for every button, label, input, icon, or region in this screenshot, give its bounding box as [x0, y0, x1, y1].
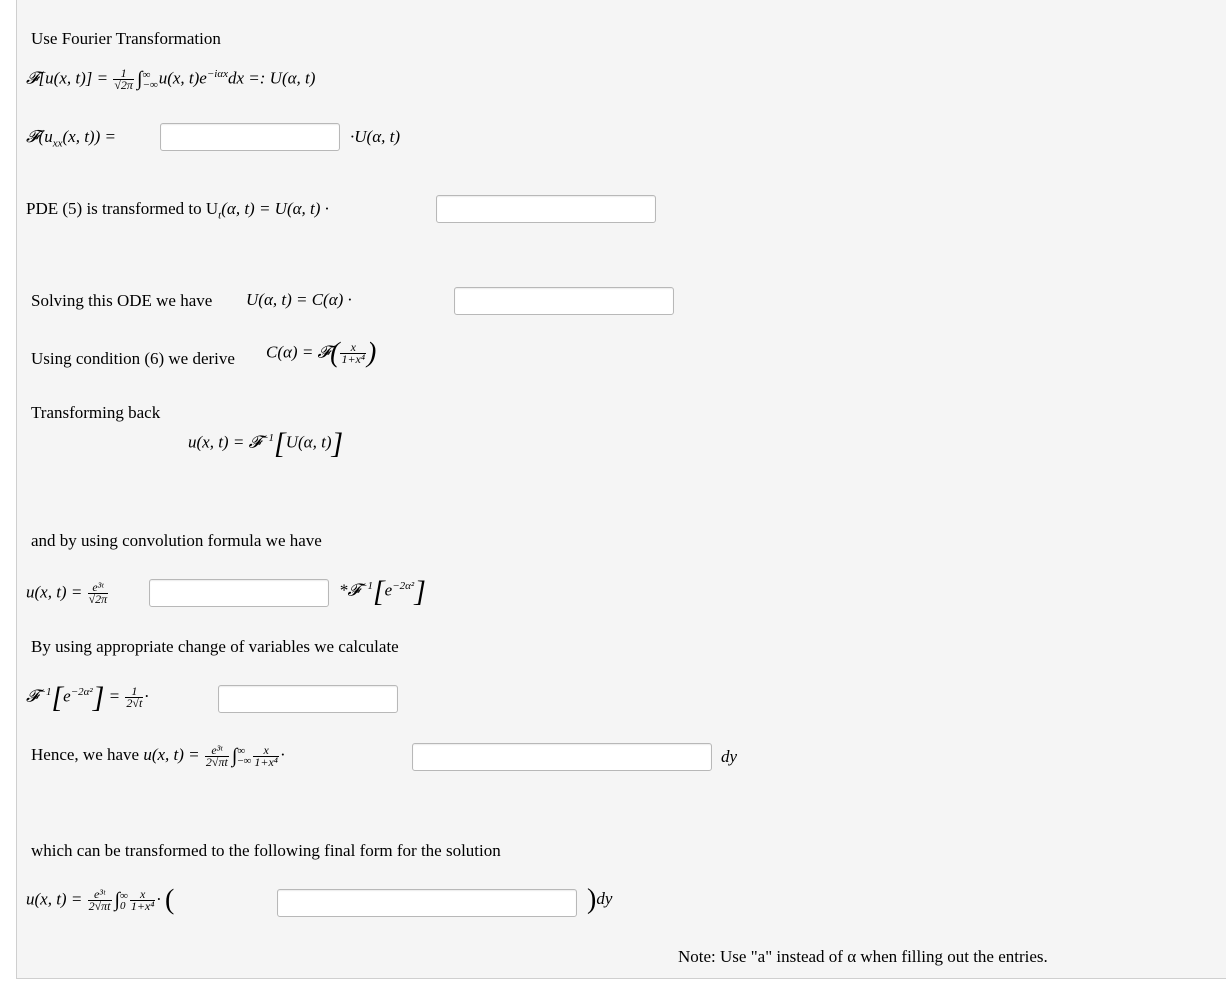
fourier-definition: 𝓕[u(x, t)] = $\frac{1}{√2\pi}$ ∫ ∞ −∞ u(x, $t)e^{-i\alpha x}dx$ =: U(α, t) — [26, 66, 316, 93]
hence-input[interactable] — [412, 743, 712, 771]
uxx-line-lhs: $𝓕(u_{xx}(x$, t)) = — [26, 127, 116, 150]
integral-sign: ∫ — [136, 68, 143, 91]
condition-math: C(α) = 𝓕( $\frac{x}{\text{1+x⁴}}$ ) — [266, 337, 377, 369]
note-text: Note: Use "a" instead of α when filling out the entries. — [678, 947, 1048, 966]
inverse-transform: u(x, t) = 𝓕$^{-1}$[U(α, t)] — [188, 426, 344, 460]
hence-dy: dy — [721, 747, 738, 766]
final-input[interactable] — [277, 889, 577, 917]
pde-text: PDE (5) is transformed to $U_t(\alpha$, t) = U(α, t) · — [26, 199, 329, 222]
final-dy: )dy — [587, 884, 613, 916]
convolution-lhs: u(x, t) = $\frac{\text{e³ᵗ}}{√2\pi}$ — [26, 580, 108, 606]
condition-text: Using condition (6) we derive — [31, 349, 235, 368]
integral-limits: ∞ −∞ — [142, 68, 158, 91]
pde-input[interactable] — [436, 195, 656, 223]
calc-math: $𝓕^{-1}[e^{-2\alpha^2}]$ = $\frac{1}{2√t}$ · — [26, 680, 149, 714]
ode-math: U(α, t) = C(α) · — [246, 290, 352, 309]
uxx-rhs: ·U(α, t) — [350, 127, 400, 146]
convolution-input[interactable] — [149, 579, 329, 607]
fourier-fraction: $\frac{1}{√2\pi}$ — [114, 66, 133, 93]
final-lhs: u(x, t) = $\frac{\text{e³ᵗ}}{2√\pi t}$ ∫ ∞ 0 $\frac{x}{\text{1+x⁴}}$ · ( — [26, 884, 175, 916]
calc-input[interactable] — [218, 685, 398, 713]
intro-text: Use Fourier Transformation — [31, 29, 221, 48]
uxx-input[interactable] — [160, 123, 340, 151]
final-text: which can be transformed to the following final form for the solution — [31, 841, 501, 860]
ode-text: Solving this ODE we have — [31, 291, 213, 310]
change-variables-text: By using appropriate change of variables we calculate — [31, 637, 399, 656]
transform-back-text: Transforming back — [31, 403, 161, 422]
ode-input[interactable] — [454, 287, 674, 315]
hence-line: Hence, we have u(x, t) = $\frac{\text{e³ᵗ}}{2√\pi t}$ ∫ ∞ −∞ $\frac{x}{\text{1+x⁴}}$ · — [31, 742, 286, 769]
convolution-text: and by using convolution formula we have — [31, 531, 322, 550]
convolution-rhs: $*𝓕^{-1}[e^{-2\alpha^2}]$ — [339, 574, 426, 608]
fourier-lhs: 𝓕[u(x, t)] = — [26, 68, 113, 88]
